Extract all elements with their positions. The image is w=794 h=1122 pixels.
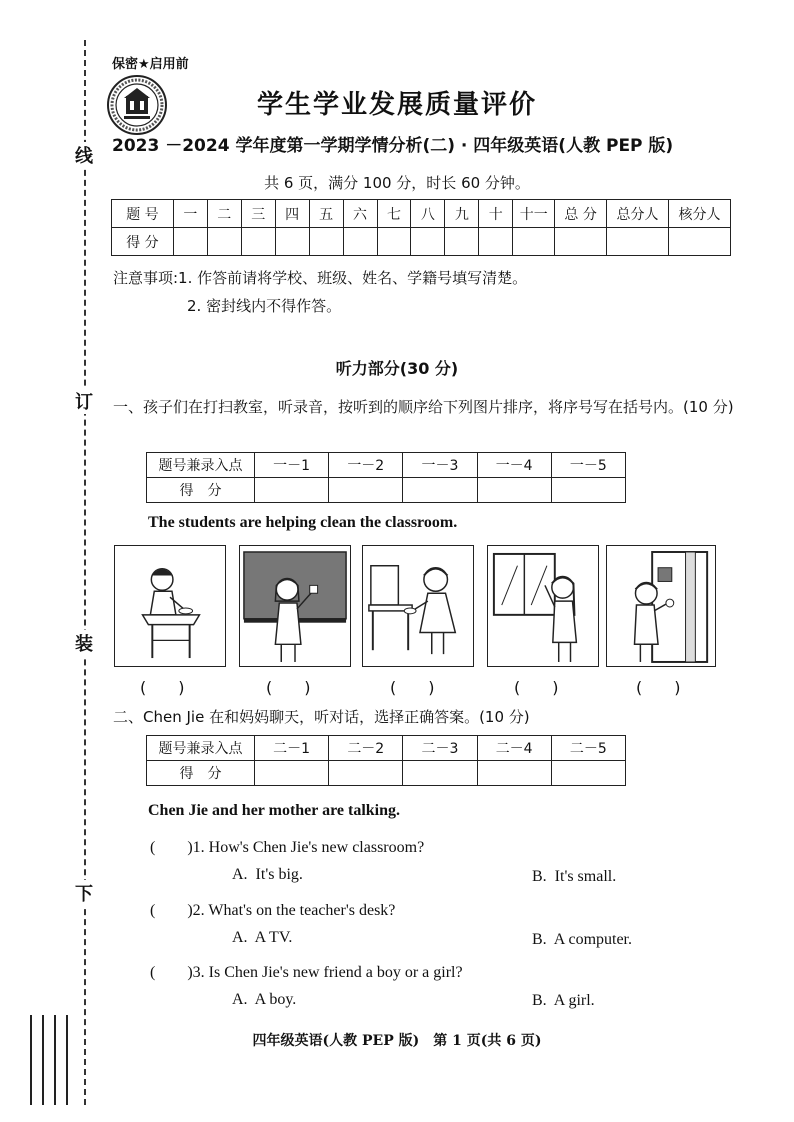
score-col: 二 bbox=[207, 200, 241, 228]
q1-col: 一－5 bbox=[551, 453, 625, 478]
secret-label: 保密★启用前 bbox=[112, 57, 189, 72]
note-line-2: 2. 密封线内不得作答。 bbox=[187, 297, 342, 315]
score-col: 四 bbox=[275, 200, 309, 228]
question-3-option-a[interactable]: A. A boy. bbox=[232, 991, 297, 1008]
score-cell bbox=[607, 228, 669, 256]
score-cell bbox=[513, 228, 555, 256]
q2-instruction: 二、Chen Jie 在和妈妈聊天，听对话，选择正确答案。(10 分) bbox=[113, 708, 530, 726]
question-3-stem: ( )3. Is Chen Jie's new friend a boy or a girl? bbox=[150, 964, 463, 981]
answer-paren-3[interactable]: ( ) bbox=[390, 678, 435, 697]
q1-col: 一－4 bbox=[477, 453, 551, 478]
question-1-stem: ( )1. How's Chen Jie's new classroom? bbox=[150, 839, 425, 856]
q2-col: 二－3 bbox=[403, 736, 477, 761]
q1-score-label: 得 分 bbox=[147, 478, 255, 503]
question-1-option-b[interactable]: B. It's small. bbox=[532, 868, 617, 885]
score-cell bbox=[173, 228, 207, 256]
q2-score-table bbox=[146, 735, 626, 786]
score-col: 三 bbox=[241, 200, 275, 228]
q1-col: 一－3 bbox=[403, 453, 477, 478]
q2-sentence: Chen Jie and her mother are talking. bbox=[148, 802, 401, 819]
picture-boy-cleaning-desk bbox=[114, 545, 226, 667]
binding-char-xia: 下 bbox=[70, 880, 98, 906]
q1-col: 题号兼录入点 bbox=[147, 453, 255, 478]
question-1-option-a[interactable]: A. It's big. bbox=[232, 866, 303, 883]
score-cell bbox=[668, 228, 730, 256]
q2-table-header-row bbox=[147, 736, 626, 761]
q2-col: 二－1 bbox=[255, 736, 329, 761]
question-2-option-a[interactable]: A. A TV. bbox=[232, 929, 293, 946]
q2-table-score-row bbox=[147, 761, 626, 786]
score-col: 五 bbox=[309, 200, 343, 228]
score-cell bbox=[555, 228, 607, 256]
score-cell bbox=[343, 228, 377, 256]
score-col: 一 bbox=[173, 200, 207, 228]
answer-paren-5[interactable]: ( ) bbox=[636, 678, 681, 697]
score-cell bbox=[329, 761, 403, 786]
listening-heading: 听力部分(30 分) bbox=[335, 359, 459, 378]
q1-table-header-row bbox=[147, 453, 626, 478]
score-cell bbox=[309, 228, 343, 256]
notes bbox=[113, 264, 527, 320]
score-cell bbox=[403, 761, 477, 786]
q1-instruction: 一、孩子们在打扫教室，听录音，按听到的顺序给下列图片排序，将序号写在括号内。(10 分) bbox=[113, 398, 734, 416]
picture-girl-cleaning-blackboard bbox=[239, 545, 351, 667]
binding-char-zhuang: 装 bbox=[70, 630, 98, 656]
score-col: 十 bbox=[479, 200, 513, 228]
page-footer: 四年级英语(人教 PEP 版) 第 1 页(共 6 页) bbox=[252, 1033, 542, 1049]
score-cell bbox=[411, 228, 445, 256]
q1-table-score-row bbox=[147, 478, 626, 503]
score-table-score-row bbox=[112, 228, 731, 256]
score-cell bbox=[207, 228, 241, 256]
picture-girl-cleaning-window bbox=[487, 545, 599, 667]
score-cell bbox=[255, 761, 329, 786]
score-row-label: 得 分 bbox=[112, 228, 174, 256]
score-cell bbox=[329, 478, 403, 503]
score-col: 题 号 bbox=[112, 200, 174, 228]
score-col: 九 bbox=[445, 200, 479, 228]
score-col: 核分人 bbox=[668, 200, 730, 228]
q1-score-table bbox=[146, 452, 626, 503]
answer-paren-1[interactable]: ( ) bbox=[140, 678, 185, 697]
score-cell bbox=[255, 478, 329, 503]
score-col: 八 bbox=[411, 200, 445, 228]
score-col: 总 分 bbox=[555, 200, 607, 228]
score-col: 六 bbox=[343, 200, 377, 228]
score-cell bbox=[377, 228, 411, 256]
score-cell bbox=[551, 478, 625, 503]
page-title: 学生学业发展质量评价 bbox=[256, 90, 537, 120]
exam-subtitle: 2023 －2024 学年度第一学期学情分析(二) · 四年级英语(人教 PEP 版) bbox=[112, 136, 674, 156]
note-line-1: 注意事项:1. 作答前请将学校、班级、姓名、学籍号填写清楚。 bbox=[113, 269, 528, 287]
score-col: 总分人 bbox=[607, 200, 669, 228]
q2-col: 二－5 bbox=[551, 736, 625, 761]
score-cell bbox=[241, 228, 275, 256]
binding-dashed-line bbox=[84, 40, 86, 1105]
score-cell bbox=[275, 228, 309, 256]
exam-info: 共 6 页，满分 100 分，时长 60 分钟。 bbox=[264, 174, 530, 192]
score-col: 七 bbox=[377, 200, 411, 228]
score-table bbox=[111, 199, 731, 256]
q1-col: 一－2 bbox=[329, 453, 403, 478]
question-2-option-b[interactable]: B. A computer. bbox=[532, 931, 632, 948]
binding-char-xian: 线 bbox=[70, 142, 98, 168]
picture-girl-cleaning-chair bbox=[362, 545, 474, 667]
q1-col: 一－1 bbox=[255, 453, 329, 478]
score-cell bbox=[445, 228, 479, 256]
score-cell bbox=[477, 478, 551, 503]
binding-char-ding: 订 bbox=[70, 388, 98, 414]
answer-paren-2[interactable]: ( ) bbox=[266, 678, 311, 697]
answer-paren-4[interactable]: ( ) bbox=[514, 678, 559, 697]
question-3-option-b[interactable]: B. A girl. bbox=[532, 992, 595, 1009]
q2-col: 二－2 bbox=[329, 736, 403, 761]
q1-sentence: The students are helping clean the classroom. bbox=[148, 514, 458, 531]
picture-girl-cleaning-door bbox=[606, 545, 716, 667]
score-cell bbox=[403, 478, 477, 503]
score-col: 十一 bbox=[513, 200, 555, 228]
score-cell bbox=[551, 761, 625, 786]
score-cell bbox=[477, 761, 551, 786]
question-2-stem: ( )2. What's on the teacher's desk? bbox=[150, 902, 396, 919]
score-table-header-row bbox=[112, 200, 731, 228]
q2-col: 二－4 bbox=[477, 736, 551, 761]
q2-col: 题号兼录入点 bbox=[147, 736, 255, 761]
score-cell bbox=[479, 228, 513, 256]
q2-score-label: 得 分 bbox=[147, 761, 255, 786]
